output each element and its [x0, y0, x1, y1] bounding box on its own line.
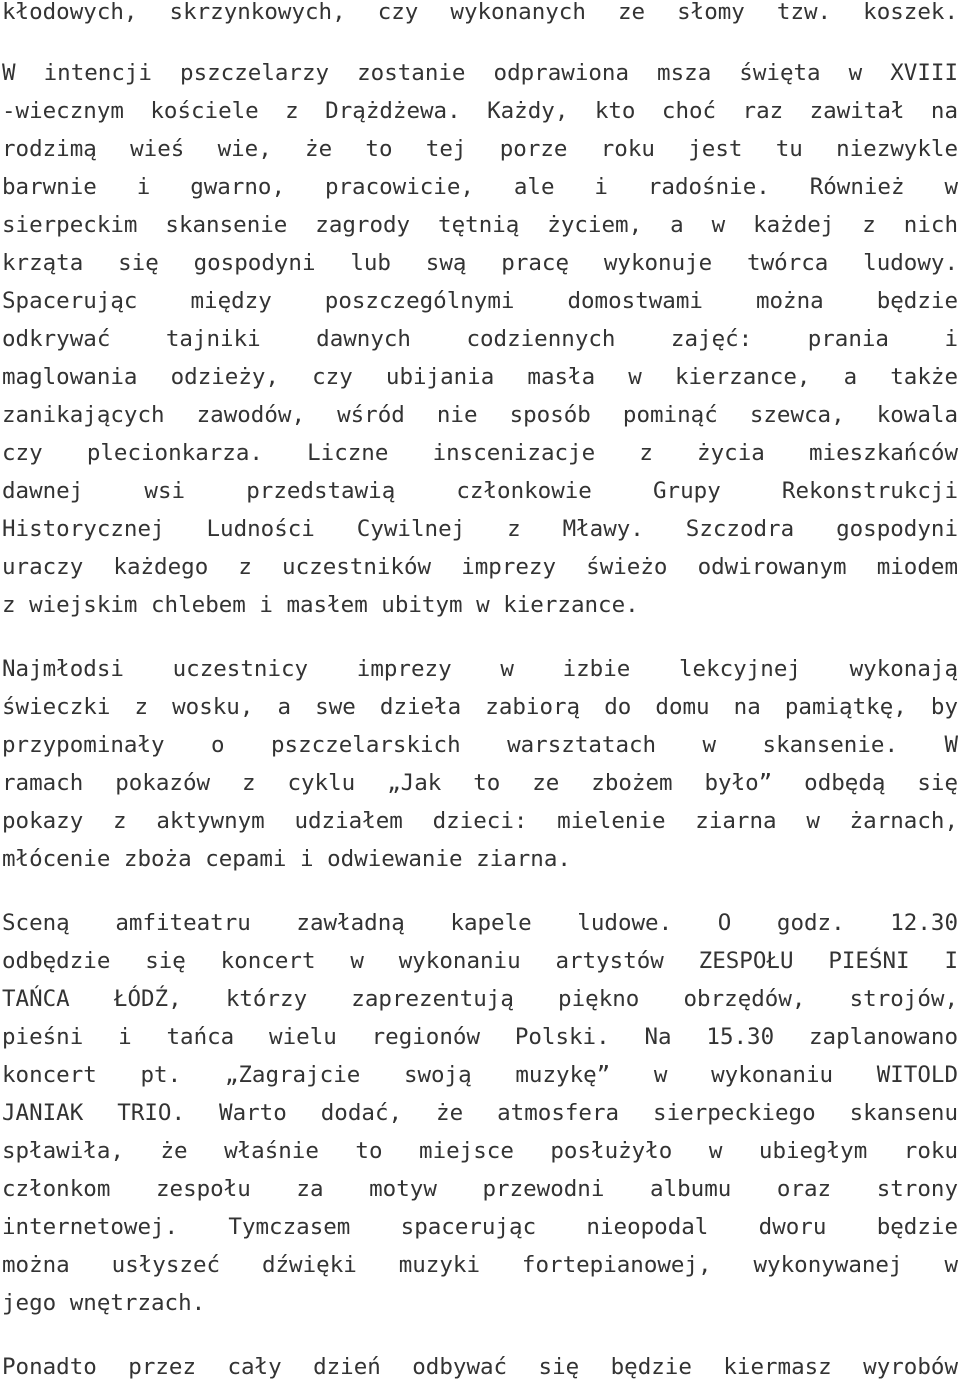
- text-line: kłodowych, skrzynkowych, czy wykonanych ze słomy tzw. koszek.: [2, 0, 958, 25]
- text-line: pokazy z aktywnym udziałem dzieci: mielenie ziarna w żarnach,: [2, 808, 958, 834]
- text-line: ramach pokazów z cyklu „Jak to ze zbożem było” odbędą się: [2, 770, 958, 796]
- text-line: młócenie zboża cepami i odwiewanie ziarna.: [2, 846, 571, 872]
- text-line: członkom zespołu za motyw przewodni albumu oraz strony: [2, 1176, 958, 1202]
- text-line: Sceną amfiteatru zawładną kapele ludowe. O godz. 12.30: [2, 910, 958, 936]
- text-line: uraczy każdego z uczestników imprezy świeżo odwirowanym miodem: [2, 554, 958, 580]
- text-line: maglowania odzieży, czy ubijania masła w kierzance, a także: [2, 364, 958, 390]
- text-line: Historycznej Ludności Cywilnej z Mławy. Szczodra gospodyni: [2, 516, 958, 542]
- text-line: można usłyszeć dźwięki muzyki fortepianowej, wykonywanej w: [2, 1252, 958, 1278]
- text-line: dawnej wsi przedstawią członkowie Grupy Rekonstrukcji: [2, 478, 958, 504]
- text-line: barwnie i gwarno, pracowicie, ale i radośnie. Również w: [2, 174, 958, 200]
- text-line: odkrywać tajniki dawnych codziennych zajęć: prania i: [2, 326, 958, 352]
- text-line: zanikających zawodów, wśród nie sposób pominąć szewca, kowala: [2, 402, 958, 428]
- text-line: rodzimą wieś wie, że to tej porze roku jest tu niezwykle: [2, 136, 958, 162]
- text-line: sierpeckim skansenie zagrody tętnią życiem, a w każdej z nich: [2, 212, 958, 238]
- text-line: jego wnętrzach.: [2, 1290, 206, 1316]
- text-line: Ponadto przez cały dzień odbywać się będzie kiermasz wyrobów: [2, 1354, 958, 1380]
- text-line: Najmłodsi uczestnicy imprezy w izbie lekcyjnej wykonają: [2, 656, 958, 682]
- text-line: pieśni i tańca wielu regionów Polski. Na 15.30 zaplanowano: [2, 1024, 958, 1050]
- text-line: czy plecionkarza. Liczne inscenizacje z życia mieszkańców: [2, 440, 958, 466]
- text-line: krząta się gospodyni lub swą pracę wykonuje twórca ludowy.: [2, 250, 958, 276]
- text-line: -wiecznym kościele z Drążdżewa. Każdy, kto choć raz zawitał na: [2, 98, 958, 124]
- text-line: koncert pt. „Zagrajcie swoją muzykę” w wykonaniu WITOLD: [2, 1062, 958, 1088]
- text-line: z wiejskim chlebem i masłem ubitym w kierzance.: [2, 592, 639, 618]
- text-line: przypominały o pszczelarskich warsztatach w skansenie. W: [2, 732, 958, 758]
- text-line: spławiła, że właśnie to miejsce posłużyło w ubiegłym roku: [2, 1138, 958, 1164]
- text-line: internetowej. Tymczasem spacerując nieopodal dworu będzie: [2, 1214, 958, 1240]
- text-line: JANIAK TRIO. Warto dodać, że atmosfera sierpeckiego skansenu: [2, 1100, 958, 1126]
- text-line: odbędzie się koncert w wykonaniu artystów ZESPOŁU PIEŚNI I: [2, 948, 958, 974]
- text-line: świeczki z wosku, a swe dzieła zabiorą do domu na pamiątkę, by: [2, 694, 958, 720]
- text-line: W intencji pszczelarzy zostanie odprawiona msza święta w XVIII: [2, 60, 958, 86]
- text-line: TAŃCA ŁÓDŹ, którzy zaprezentują piękno obrzędów, strojów,: [2, 986, 958, 1012]
- text-line: Spacerując między poszczególnymi domostwami można będzie: [2, 288, 958, 314]
